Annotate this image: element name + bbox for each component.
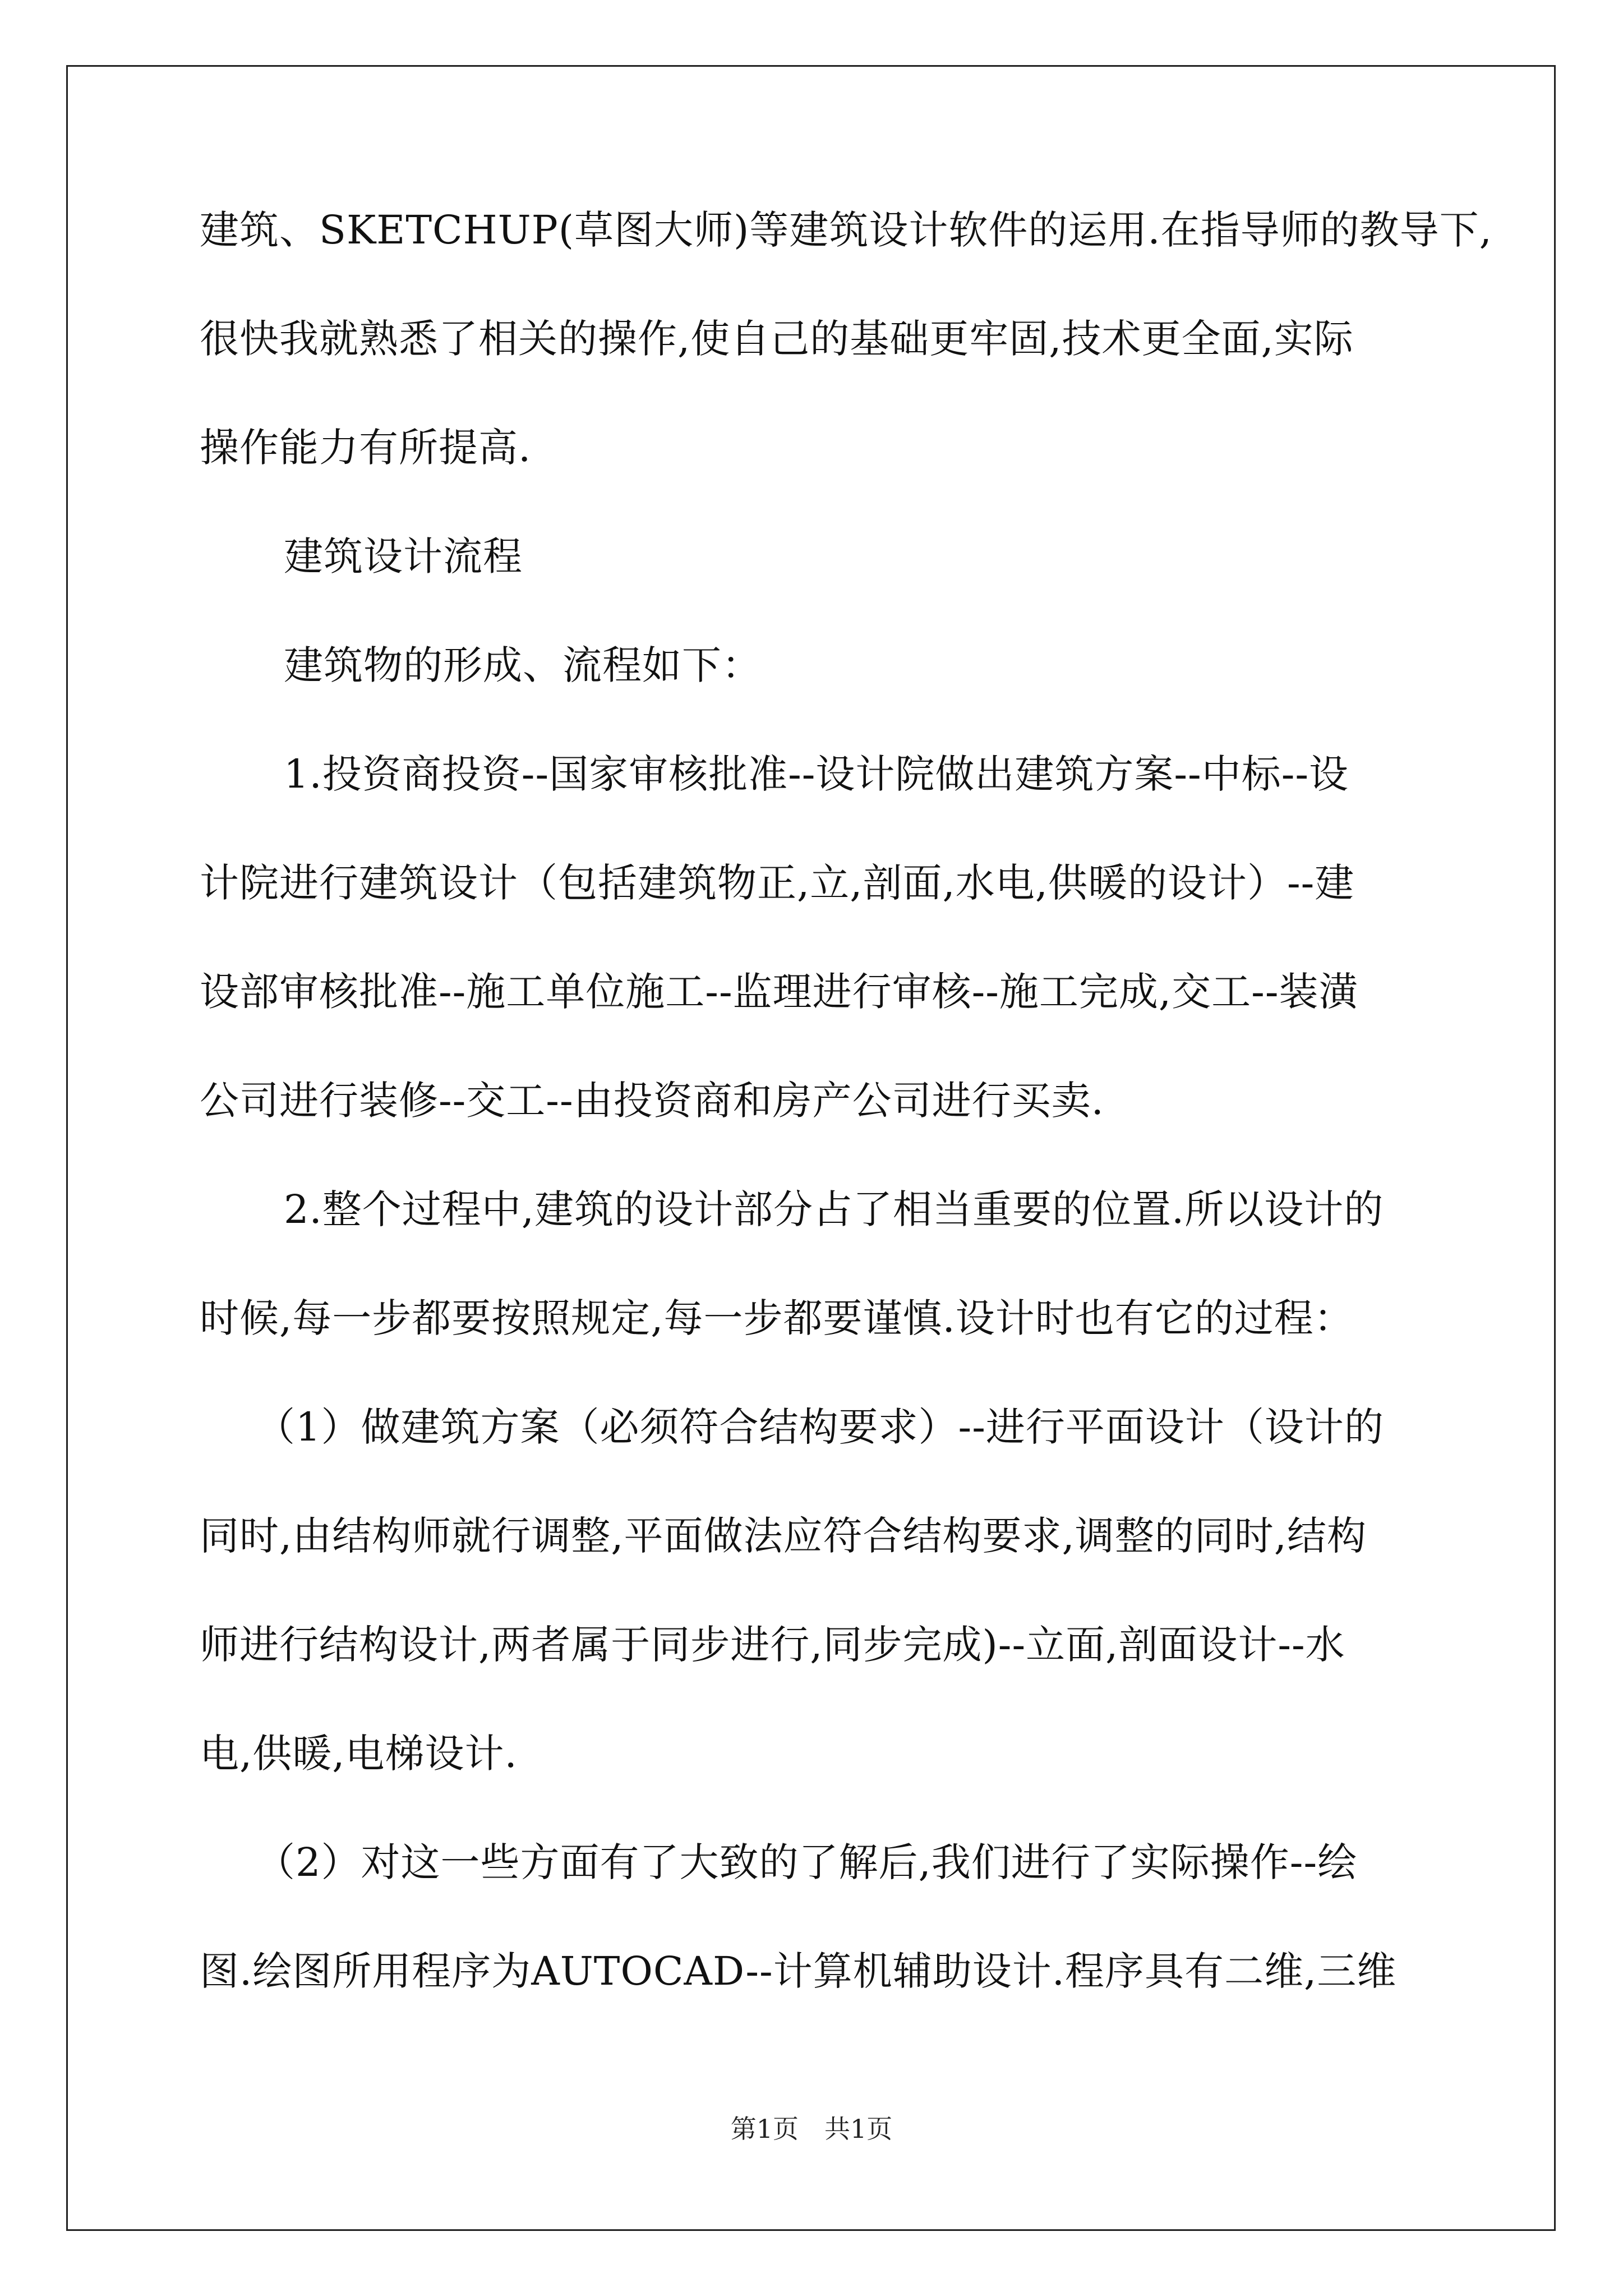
text-line: 同时,由结构师就行调整,平面做法应符合结构要求,调整的同时,结构 <box>200 1513 1367 1559</box>
text-line: 时候,每一步都要按照规定,每一步都要谨慎.设计时也有它的过程： <box>200 1295 1354 1341</box>
text-line: （1）做建筑方案（必须符合结构要求）--进行平面设计（设计的 <box>256 1404 1384 1450</box>
text-line: 师进行结构设计,两者属于同步进行,同步完成)--立面,剖面设计--水 <box>200 1622 1345 1668</box>
text-line: 很快我就熟悉了相关的操作,使自己的基础更牢固,技术更全面,实际 <box>200 316 1354 362</box>
text-line: 操作能力有所提高. <box>200 425 532 471</box>
section-heading: 建筑设计流程 <box>284 533 523 579</box>
text-line: 公司进行装修--交工--由投资商和房产公司进行买卖. <box>200 1078 1104 1124</box>
text-line: （2）对这一些方面有了大致的了解后,我们进行了实际操作--绘 <box>256 1839 1358 1885</box>
text-line: 设部审核批准--施工单位施工--监理进行审核--施工完成,交工--装潢 <box>200 969 1359 1015</box>
text-line: 1.投资商投资--国家审核批准--设计院做出建筑方案--中标--设 <box>284 751 1349 797</box>
text-line: 建筑物的形成、流程如下： <box>284 642 762 688</box>
text-line: 建筑、SKETCHUP(草图大师)等建筑设计软件的运用.在指导师的教导下, <box>200 207 1492 253</box>
text-line: 电,供暖,电梯设计. <box>200 1731 518 1777</box>
text-line: 计院进行建筑设计（包括建筑物正,立,剖面,水电,供暖的设计）--建 <box>200 860 1355 906</box>
text-line: 图.绘图所用程序为AUTOCAD--计算机辅助设计.程序具有二维,三维 <box>200 1948 1397 1994</box>
page-number-footer: 第1页 共1页 <box>730 2114 893 2144</box>
page-border <box>66 65 1556 2231</box>
text-line: 2.整个过程中,建筑的设计部分占了相当重要的位置.所以设计的 <box>284 1186 1384 1232</box>
